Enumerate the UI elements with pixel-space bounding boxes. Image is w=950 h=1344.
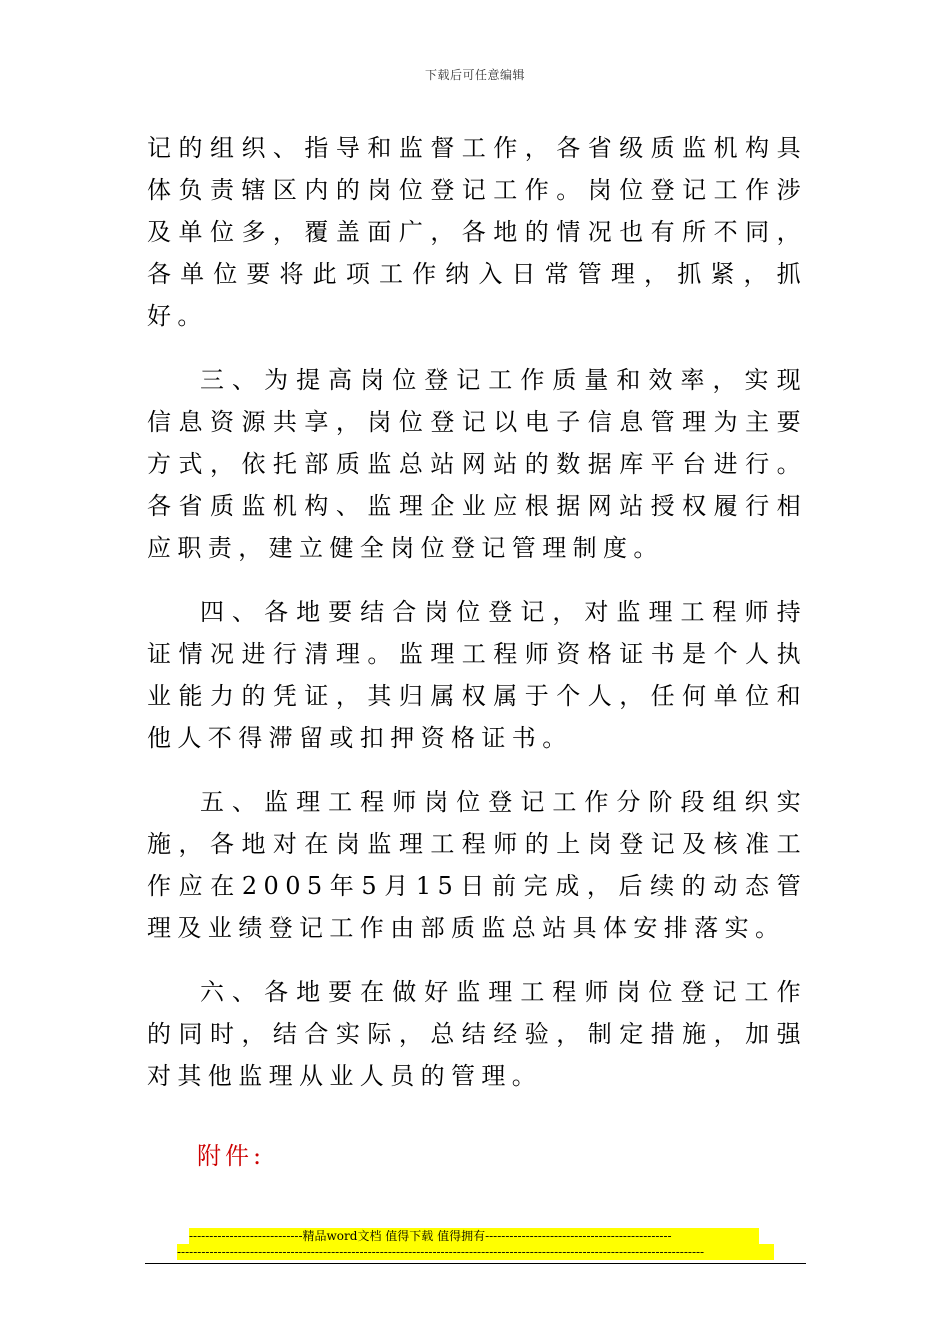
paragraph-item-3: 三、为提高岗位登记工作质量和效率，实现信息资源共享，岗位登记以电子信息管理为主要方式，依托部质监总站网站的数据库平台进行。各省质监机构、监理企业应根据网站授权履行相应职责，建立健全岗位登记管理制度。 xyxy=(147,366,807,562)
paragraph-item-6: 六、各地要在做好监理工程师岗位登记工作的同时，结合实际，总结经验，制定措施，加强对其他监理从业人员的管理。 xyxy=(147,978,807,1090)
footer-dash-text: ---------------------------------------------------------------------------------------------------------------------------------- xyxy=(177,1244,774,1260)
footer-dash-line xyxy=(0,1244,950,1264)
paragraph-continuation: 记的组织、指导和监督工作，各省级质监机构具体负责辖区内的岗位登记工作。岗位登记工作涉及单位多，覆盖面广，各地的情况也有所不同，各单位要将此项工作纳入日常管理，抓紧，抓好。 xyxy=(147,134,807,330)
page-header-note: 下载后可任意编辑 xyxy=(424,68,525,82)
footer-divider xyxy=(145,1263,806,1264)
paragraph-item-4: 四、各地要结合岗位登记，对监理工程师持证情况进行清理。监理工程师资格证书是个人执业能力的凭证，其归属权属于个人，任何单位和他人不得滞留或扣押资格证书。 xyxy=(147,598,807,752)
document-body xyxy=(147,127,807,1097)
footer-banner-text: ----------------------------精品word文档 值得下载 值得拥有---------------------------------------------- xyxy=(189,1228,759,1244)
attachment-label: 附件: xyxy=(197,1142,266,1170)
paragraph-item-5: 五、监理工程师岗位登记工作分阶段组织实施，各地对在岗监理工程师的上岗登记及核准工作应在2005年5月15日前完成，后续的动态管理及业绩登记工作由部质监总站具体安排落实。 xyxy=(147,788,807,942)
